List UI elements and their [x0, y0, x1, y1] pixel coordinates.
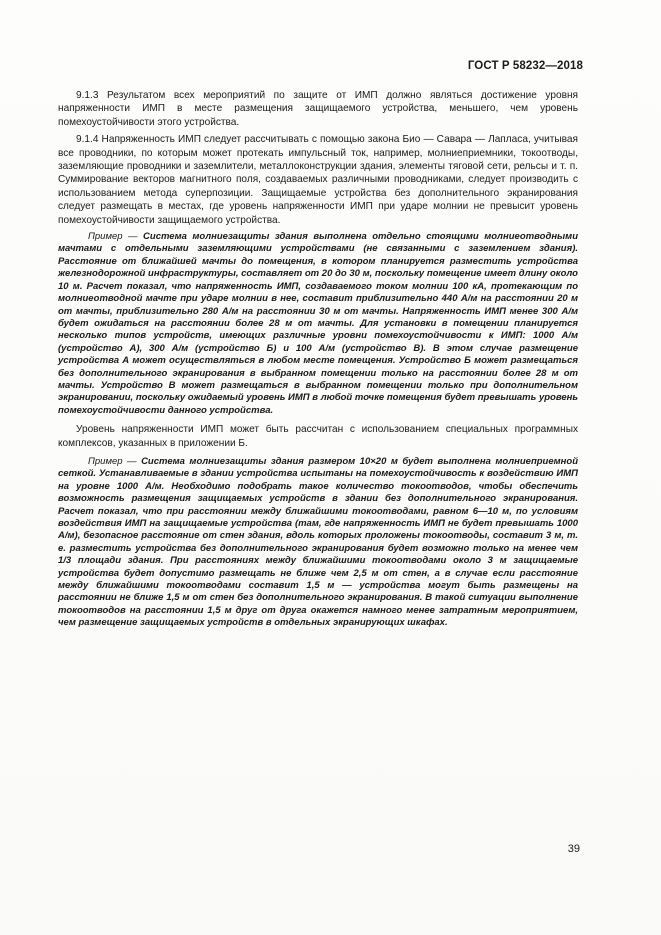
example-2 [58, 456, 578, 630]
clause-9-1-4: 9.1.4 Напряженность ИМП следует рассчитывать с помощью закона Био — Савара — Лапласа, учитывая все проводники, по которым может протекать импульсный ток, например, молниеприемники, токоотводы, заземляющие проводники и заземлители, металлоконструкции здания, элементы тяговой сети, рельсы и т. п. Суммирование векторов магнитного поля, создаваемых различными проводниками, следует производить с использованием метода суперпозиции. Защищаемые устройства без дополнительного экранирования следует размещать в местах, где уровень напряженности ИМП при ударе молнии не превысит уровень помехоустойчивости защищаемого устройства. [58, 134, 578, 226]
example-2-text: Система молниезащиты здания размером 10×20 м будет выполнена молниеприемной сеткой. Устанавливаемые в здании устройства испытаны на помехоустойчивость к воздействию ИМП на уровне 1000 А/м. Необходимо подобрать такое количество токоотводов, чтобы обеспечить возможность размещения защищаемых устройств в здании без дополнительного экранирования. Расчет показал, что при расстоянии между ближайшими токоотводами, равном 6—10 м, по условиям воздействия ИМП на защищаемые устройства (там, где напряженность ИМП не будет превышать 1000 А/м), безопасное расстояние от стен здания, вдоль которых проложены токоотводы, составит 3 м, т. е. разместить устройства без дополнительного экранирования будет возможно только на менее чем 1/3 площади здания. При расстояниях между ближайшими токоотводами около 3 м защищаемые устройства будет допустимо размещать не ближе чем 2,5 м от стен, а в случае если расстояние между ближайшими токоотводами составит 1,5 м — устройства могут быть размещены на расстоянии не ближе 1,5 м от стен без дополнительного экранирования. В такой ситуации выполнение токоотводов на расстоянии 1,5 м друг от друга окажется намного менее затратным мероприятием, чем размещение защищаемых устройств в отдельных экранирующих шкафах. [58, 455, 579, 629]
calc-software-paragraph: Уровень напряженности ИМП может быть рассчитан с использованием специальных программных комплексов, указанных в приложении Б. [58, 424, 578, 449]
example-1-lead: Пример — [88, 231, 138, 243]
page-number: 39 [567, 843, 580, 855]
page-content [58, 89, 578, 636]
example-1 [58, 231, 578, 417]
clause-9-1-3: 9.1.3 Результатом всех мероприятий по защите от ИМП должно являться достижение уровня напряженности ИМП в месте размещения защищаемого устройства, меньшего, чем уровень помехоустойчивости этого устройства. [58, 90, 578, 128]
standard-code-header: ГОСТ Р 58232—2018 [467, 60, 583, 72]
example-2-lead: Пример — [88, 455, 137, 467]
example-1-text: Система молниезащиты здания выполнена отдельно стоящими молниеотводными мачтами с отдельными заземляющими устройствами (не связанными с заземлением здания). Расстояние от ближайшей мачты до помещения, в котором планируется разместить устройства железнодорожной инфраструктуры, составляет от 20 до 30 м, поскольку помещение имеет длину около 10 м. Расчет показал, что напряженность ИМП, создаваемого током молнии 100 кА, протекающим по молниеотводной мачте при ударе молнии в нее, составит приблизительно 440 А/м на расстоянии 20 м от мачты, приблизительно 280 А/м на расстоянии 30 м от мачты. Напряженность ИМП менее 300 А/м будет ожидаться на расстоянии более 28 м от мачты. Для установки в помещении планируется несколько типов устройств, имеющих различные уровни помехоустойчивости к ИМП: 1000 А/м (устройство А), 300 А/м (устройство Б) и 100 А/м (устройство В). В этом случае размещение устройства А может осуществляться в любом месте помещения. Устройство Б может размещаться без дополнительного экранирования в выбранном помещении только на расстоянии более 28 м от мачты. Устройство В может размещаться в выбранном помещении только при дополнительном экранировании, поскольку ожидаемый уровень ИМП в любой точке помещения будет превышать уровень помехоустойчивости данного устройства. [58, 231, 579, 416]
